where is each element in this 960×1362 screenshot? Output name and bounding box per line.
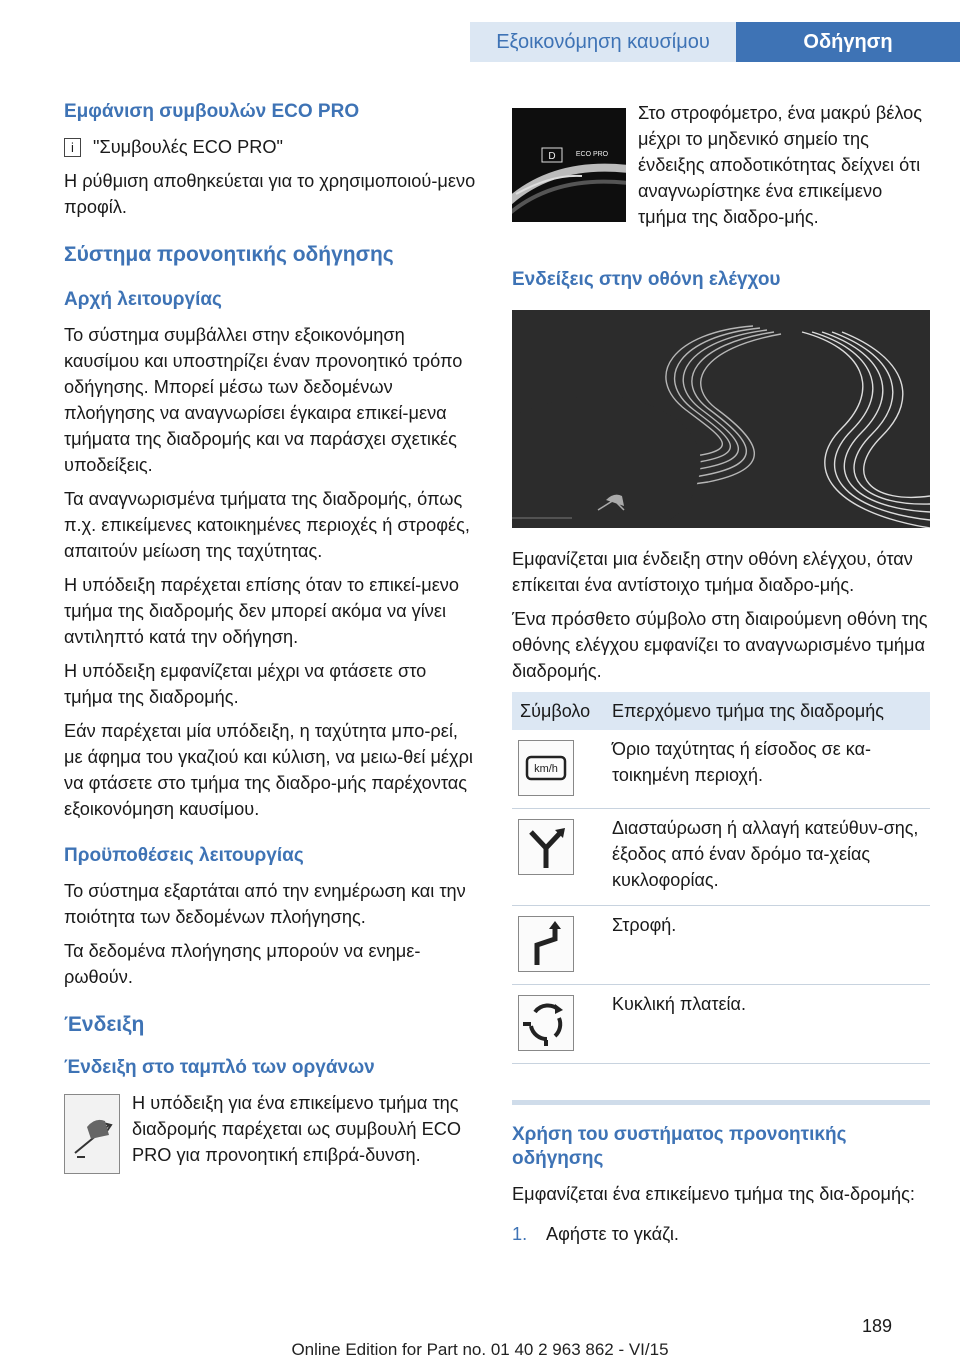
cluster-text: Η υπόδειξη για ένα επικείμενο τμήμα της διαδρομής παρέχεται ως συμβουλή ECO PRO για προνοητική επιβρά-δυνση. [132,1093,461,1165]
cluster-block [64,1090,480,1178]
curve-icon [518,916,574,972]
row-text: Κυκλική πλατεία. [604,985,930,1064]
symbol-table-header [512,692,930,730]
prerequisites-paragraph-2: Τα δεδομένα πλοήγησης μπορούν να ενημε-ρωθούν. [64,941,421,987]
list-item [512,1221,930,1247]
eco-tips-text: Η ρύθμιση αποθηκεύεται για το χρησιμοποιού-μενο προφίλ. [64,171,476,217]
navigation-screen-image [512,310,930,528]
section-divider [512,1100,930,1105]
tacho-gear: D [548,151,556,162]
table-row [512,809,930,906]
system-title: Σύστημα προνοητικής οδήγησης [64,243,394,266]
page-header [0,22,960,62]
row-text: Διασταύρωση ή αλλαγή κατεύθυν-σης, έξοδος από έναν δρόμο τα-χείας κυκλοφορίας. [604,809,930,906]
tachometer-image [512,108,626,222]
right-column [512,100,930,1247]
header-chapter: Οδήγηση [736,22,960,62]
info-icon: i [64,138,81,157]
roundabout-icon [518,995,574,1051]
use-system-title: Χρήση του συστήματος προνοητικής οδήγησης [512,1124,847,1169]
principle-paragraph-5: Εάν παρέχεται μία υπόδειξη, η ταχύτητα μπο-ρεί, με άφημα του γκαζιού και κύλιση, να μειω-θεί μέχρι να φτάσετε στο τμήμα της διαδρο-μής παρέχοντας εξοικονόμηση καυσίμου. [64,721,473,819]
control-paragraph-2: Ένα πρόσθετο σύμβολο στη διαιρούμενη οθόνη της οθόνης ελέγχου εμφανίζει το αναγνωρισμένο τμήμα διαδρομής. [512,609,928,681]
principle-paragraph-3: Η υπόδειξη παρέχεται επίσης όταν το επικεί-μενο τμήμα της διαδρομής δεν μπορεί ακόμα να γίνει αντιληπτό κατά την οδήγηση. [64,575,460,647]
tacho-mode: ECO PRO [575,151,609,158]
step-number: 1. [512,1224,528,1244]
svg-text:km/h: km/h [534,763,558,775]
prerequisites-paragraph-1: Το σύστημα εξαρτάται από την ενημέρωση και την ποιότητα των δεδομένων πλοήγησης. [64,881,466,927]
col-symbol-header: Σύμβολο [512,692,604,730]
eco-pro-coasting-icon [64,1094,120,1174]
junction-icon [518,819,574,875]
principle-paragraph-2: Τα αναγνωρισμένα τμήματα της διαδρομής, όπως π.χ. επικείμενες κατοικημένες περιοχές ή στροφές, απαιτούν μείωση της ταχύτητας. [64,489,470,561]
symbol-table [512,692,930,1064]
control-paragraph-1: Εμφανίζεται μια ένδειξη στην οθόνη ελέγχου, όταν επίκειται ένα αντίστοιχο τμήμα διαδρο-μής. [512,549,913,595]
eco-tips-menu-label: "Συμβουλές ECO PRO" [93,137,284,157]
col-segment-header: Επερχόμενο τμήμα της διαδρομής [604,692,930,730]
eco-tips-menu-line [64,134,480,160]
principle-title: Αρχή λειτουργίας [64,289,222,310]
cluster-title: Ένδειξη στο ταμπλό των οργάνων [64,1057,375,1078]
footer-edition: Online Edition for Part no. 01 40 2 963 862 - VI/15 [291,1340,669,1359]
principle-paragraph-1: Το σύστημα συμβάλλει στην εξοικονόμηση καυσίμου και υποστηρίζει έναν προνοητικό τρόπο οδήγησης. Μπορεί μέσω των δεδομένων πλοήγησης να αναγνωρίσει έγκαιρα επικεί-μενα τμήματα της διαδρομής και να παράσχει σχετικές υποδείξεις. [64,325,463,475]
table-row [512,730,930,809]
use-paragraph: Εμφανίζεται ένα επικείμενο τμήμα της δια-δρομής: [512,1184,915,1204]
header-section: Εξοικονόμηση καυσίμου [470,22,736,62]
step-text: Αφήστε το γκάζι. [546,1224,679,1244]
row-text: Στροφή. [604,906,930,985]
page-number: 189 [862,1316,893,1336]
prerequisites-title: Προϋποθέσεις λειτουργίας [64,845,304,866]
speed-limit-icon [518,740,574,796]
eco-tips-title: Εμφάνιση συμβουλών ECO PRO [64,101,360,122]
table-row [512,906,930,985]
row-text: Όριο ταχύτητας ή είσοδος σε κα-τοικημένη περιοχή. [604,730,930,809]
tacho-text: Στο στροφόμετρο, ένα μακρύ βέλος μέχρι το μηδενικό σημείο της ένδειξης αποδοτικότητας δείχνει ότι αναγνωρίστηκε ένα επικείμενο τμήμα της διαδρο-μής. [638,103,923,227]
tacho-block [512,100,930,230]
principle-paragraph-4: Η υπόδειξη εμφανίζεται μέχρι να φτάσετε στο τμήμα της διαδρομής. [64,661,427,707]
display-title: Ένδειξη [64,1013,145,1036]
table-row [512,985,930,1064]
left-column [64,100,480,1178]
control-display-title: Ενδείξεις στην οθόνη ελέγχου [512,269,781,290]
